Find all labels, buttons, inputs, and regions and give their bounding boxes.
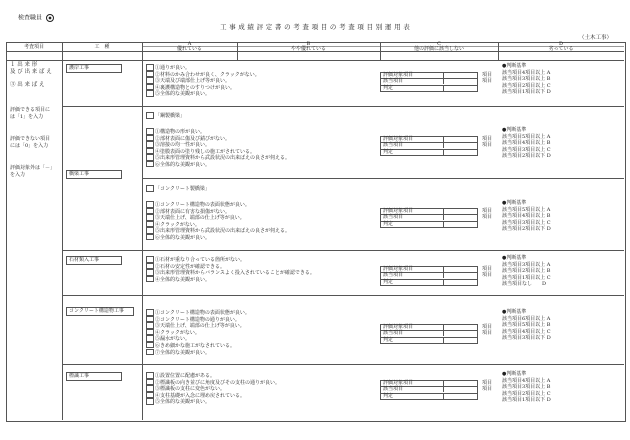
criterion: ①通りが良い。 xyxy=(146,64,260,71)
criterion-checkbox[interactable] xyxy=(146,398,154,405)
unit-label: 項目 xyxy=(482,207,493,214)
header-b-letter: B xyxy=(306,40,311,47)
criterion-checkbox[interactable] xyxy=(146,316,154,323)
unit-label: 項目 xyxy=(482,385,493,392)
criterion-checkbox[interactable] xyxy=(146,309,154,316)
seal-icon xyxy=(46,14,54,22)
unit-label: 項目 xyxy=(482,265,493,272)
note-input-na: 評価対象外は「－」 を入力 xyxy=(10,165,56,178)
criterion-checkbox[interactable] xyxy=(146,379,154,386)
work-type-concrete: コンクリート構造物工事 xyxy=(66,307,134,316)
criterion-checkbox[interactable] xyxy=(146,141,154,148)
header-d-desc: 劣っている xyxy=(548,46,574,52)
criterion-checkbox[interactable] xyxy=(146,64,154,71)
unit-label: 項目 xyxy=(482,329,493,336)
criterion-checkbox[interactable] xyxy=(146,269,154,276)
criterion-checkbox[interactable] xyxy=(146,234,154,241)
criterion-checkbox[interactable] xyxy=(146,148,154,155)
header-a-letter: A xyxy=(187,40,192,47)
header-c-letter: C xyxy=(437,40,441,47)
header-item: 考査項目 xyxy=(23,44,44,50)
criterion-checkbox[interactable] xyxy=(146,214,154,221)
unit-label: 項目 xyxy=(482,141,493,148)
work-type-bridge: 橋梁工事 xyxy=(66,170,122,179)
work-type-stone: 石材類入工事 xyxy=(66,256,122,265)
criterion-checkbox[interactable] xyxy=(146,135,154,142)
judgement-standard: ●判断基準 該当項目4項目以上 A 該当項目3項目以上 B 該当項目2項目以上 C 該当項目1項目以下 D xyxy=(502,371,551,404)
judgement-standard: ●判断基準 該当項目5項目以上 A 該当項目4項目以上 B 該当項目3項目以上 C 該当項目2項目以下 D xyxy=(502,200,551,233)
unit-label: 項目 xyxy=(482,323,493,330)
category-label: １ 出 来 形 及 び 出 来 ば え ③ 出 来 ば え xyxy=(10,62,52,88)
criterion-checkbox[interactable] xyxy=(146,84,154,91)
criteria-list: ①設置位置に配慮がある。 ②標識板の向き並びに角度及びその支柱の通りが良い。 ③標識板の支柱に変色がない。 ④支柱基礎が入念に埋め戻されている。 ⑤全体的な美観が良い。 xyxy=(146,372,280,405)
criterion-checkbox[interactable] xyxy=(146,256,154,263)
unit-label: 項目 xyxy=(482,135,493,142)
criterion-checkbox[interactable] xyxy=(146,154,154,161)
criterion-checkbox[interactable] xyxy=(146,385,154,392)
criteria-list: ①石材が重なり合っている箇所がない。 ②石材の安定性が確認できる。 ③出来形管理資料からバランスよく投入されていることが確認できる。 ④全体的な美観が良い。 xyxy=(146,256,315,282)
corner-label xyxy=(18,14,54,22)
subsection-checkbox[interactable] xyxy=(146,112,154,119)
criterion-checkbox[interactable] xyxy=(146,276,154,283)
subsection-label: 「コンクリート製橋梁」 xyxy=(146,185,210,193)
criterion-checkbox[interactable] xyxy=(146,128,154,135)
judgement-standard: ●判断基準 該当項目4項目以上 A 該当項目3項目以上 B 該当項目2項目以上 C 該当項目1項目以下 D xyxy=(502,63,551,96)
criterion-checkbox[interactable] xyxy=(146,335,154,342)
judgement-standard: ●判断基準 該当項目5項目以上 A 該当項目4項目以上 B 該当項目3項目以上 C 該当項目2項目以下 D xyxy=(502,127,551,160)
criterion-checkbox[interactable] xyxy=(146,392,154,399)
evaluation-box: 評価対象項目 該当項目 判定 xyxy=(380,72,478,92)
criterion: ③天端及び端部仕上げ等が良い。 xyxy=(146,77,260,84)
criteria-list: ①構造物の形が良い。 ②部材表面に傷及び錆びがない。 ③溶接の均一性が良い。 ④塗膜表面の塗り残しの施工がされている。 ⑤出来形管理資料から武設状況の出来ばえの良さが伺える。 ⑥全体的な美観が良い。 xyxy=(146,128,290,168)
criterion: ②材料のかみ合わせが良く、クラックがない。 xyxy=(146,71,260,78)
header-type: 工 種 xyxy=(94,44,110,50)
corner-text: 検査職員 xyxy=(18,14,43,22)
criterion: ⑤全体的な美観が良い。 xyxy=(146,90,260,97)
criterion-checkbox[interactable] xyxy=(146,71,154,78)
work-type-sign: 標識工事 xyxy=(66,372,122,381)
evaluation-box: 評価対象項目 該当項目 判定 xyxy=(380,380,478,400)
criterion-checkbox[interactable] xyxy=(146,322,154,329)
header-a-desc: 優れている xyxy=(176,46,202,52)
page-subtitle: （土木工事） xyxy=(578,35,612,41)
criterion-checkbox[interactable] xyxy=(146,201,154,208)
work-type-revetment: 護岸工事 xyxy=(66,64,122,73)
unit-label: 項目 xyxy=(482,71,493,78)
criterion-checkbox[interactable] xyxy=(146,263,154,270)
page-title: 工 事 成 績 評 定 書 の 考 査 項 目 の 考 査 項 目 別 運 用 表 xyxy=(219,23,411,31)
header-b-desc: やや優れている xyxy=(290,46,326,52)
criterion-checkbox[interactable] xyxy=(146,349,154,356)
unit-label: 項目 xyxy=(482,77,493,84)
subsection-checkbox[interactable] xyxy=(146,185,154,192)
judgement-standard: ●判断基準 該当項目6項目以上 A 該当項目5項目以上 B 該当項目4項目以上 C 該当項目3項目以下 D xyxy=(502,309,551,342)
criterion-checkbox[interactable] xyxy=(146,227,154,234)
header-d-letter: D xyxy=(558,40,563,47)
judgement-standard: ●判断基準 該当項目3項目以上 A 該当項目2項目以上 B 該当項目1項目以上 C 該当項目なし D xyxy=(502,255,551,288)
header-c-desc: 他の評価に該当しない xyxy=(413,46,464,52)
evaluation-box: 評価対象項目 該当項目 判定 xyxy=(380,266,478,286)
evaluation-box: 評価対象項目 該当項目 判定 xyxy=(380,136,478,156)
criterion-checkbox[interactable] xyxy=(146,77,154,84)
unit-label: 項目 xyxy=(482,271,493,278)
criterion: ④裏護構造物とのすりつけが良い。 xyxy=(146,84,260,91)
criterion-checkbox[interactable] xyxy=(146,208,154,215)
criterion-checkbox[interactable] xyxy=(146,329,154,336)
criterion-checkbox[interactable] xyxy=(146,372,154,379)
unit-label: 項目 xyxy=(482,213,493,220)
criterion-checkbox[interactable] xyxy=(146,221,154,228)
note-input-1: 評価できる項目に は「1」を入力 xyxy=(10,107,51,120)
evaluation-box: 評価対象項目 該当項目 判定 xyxy=(380,208,478,228)
criterion-checkbox[interactable] xyxy=(146,90,154,97)
criteria-list: ①コンクリート構造物の表面状態が良い。 ②部材表面に有害な損傷がない。 ③天端仕上げ、端部の仕上げ等が良い。 ④クラックがない。 ⑤出来形管理資料から武設状況の出来ばえの良さが伺える。 ⑥全体的な美観が良い。 xyxy=(146,201,290,241)
note-input-0: 評価できない項目 には「0」を入力 xyxy=(10,136,51,149)
subsection-label: 「鋼製橋梁」 xyxy=(146,112,185,120)
criterion-checkbox[interactable] xyxy=(146,342,154,349)
criterion-checkbox[interactable] xyxy=(146,161,154,168)
criteria-list xyxy=(146,64,260,97)
criteria-list: ①コンクリート構造物の表面状態が良い。 ②コンクリート構造物の通りが良い。 ③天端仕上げ、端部の仕上げ等が良い。 ④クラックがない。 ⑤漏水がない。 ⑥きめ細かな施工がなされている。 ⑦全体的な美観が良い。 xyxy=(146,309,250,355)
evaluation-box: 評価対象項目 該当項目 判定 xyxy=(380,324,478,344)
unit-label: 項目 xyxy=(482,379,493,386)
